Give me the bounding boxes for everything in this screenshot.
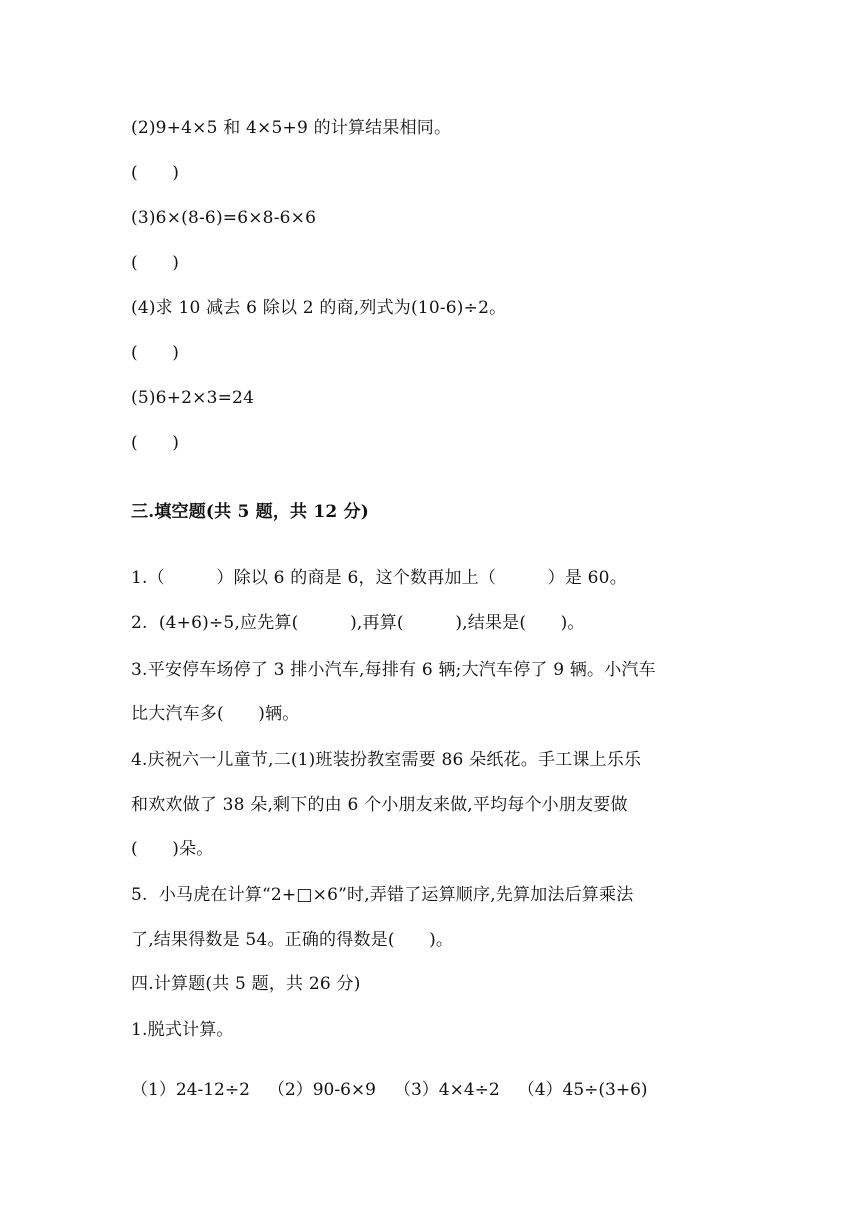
fill-question-4-line-3: ( )朵。 [131,839,214,859]
fill-question-5-line-2: 了,结果得数是 54。正确的得数是( )。 [131,930,454,950]
judgment-answer-5: ( ) [131,433,180,453]
judgment-question-5: (5)6+2×3=24 [131,388,255,408]
section-3-heading: 三.填空题(共 5 题，共 12 分) [131,502,369,522]
fill-question-4-line-1: 4.庆祝六一儿童节,二(1)班装扮教室需要 86 朵纸花。手工课上乐乐 [131,750,642,770]
calc-items-row [131,1079,666,1101]
judgment-question-4: (4)求 10 减去 6 除以 2 的商,列式为(10-6)÷2。 [131,298,507,318]
calc-item-1: （1）24-12÷2 [131,1080,250,1100]
calc-question-1-title: 1.脱式计算。 [131,1020,234,1040]
judgment-answer-3: ( ) [131,253,180,273]
fill-question-4-line-2: 和欢欢做了 38 朵,剩下的由 6 个小朋友来做,平均每个小朋友要做 [131,795,628,815]
judgment-answer-2: ( ) [131,163,180,183]
judgment-question-3: (3)6×(8-6)=6×8-6×6 [131,208,317,228]
calc-item-2: （2）90-6×9 [267,1080,376,1100]
fill-question-2: 2. (4+6)÷5,应先算( ),再算( ),结果是( )。 [131,613,585,633]
fill-question-3-line-2: 比大汽车多( )辆。 [131,704,300,724]
calc-item-4: （4）45÷(3+6) [517,1080,648,1100]
fill-question-3-line-1: 3.平安停车场停了 3 排小汽车,每排有 6 辆;大汽车停了 9 辆。小汽车 [131,660,656,680]
calc-item-3: （3）4×4÷2 [393,1080,500,1100]
judgment-answer-4: ( ) [131,343,180,363]
fill-question-5-line-1: 5. 小马虎在计算“2+□×6”时,弄错了运算顺序,先算加法后算乘法 [131,885,634,905]
fill-question-1: 1.（ ）除以 6 的商是 6，这个数再加上（ ）是 60。 [131,568,627,588]
judgment-question-2: (2)9+4×5 和 4×5+9 的计算结果相同。 [131,118,452,138]
section-4-heading: 四.计算题(共 5 题，共 26 分) [131,974,361,994]
